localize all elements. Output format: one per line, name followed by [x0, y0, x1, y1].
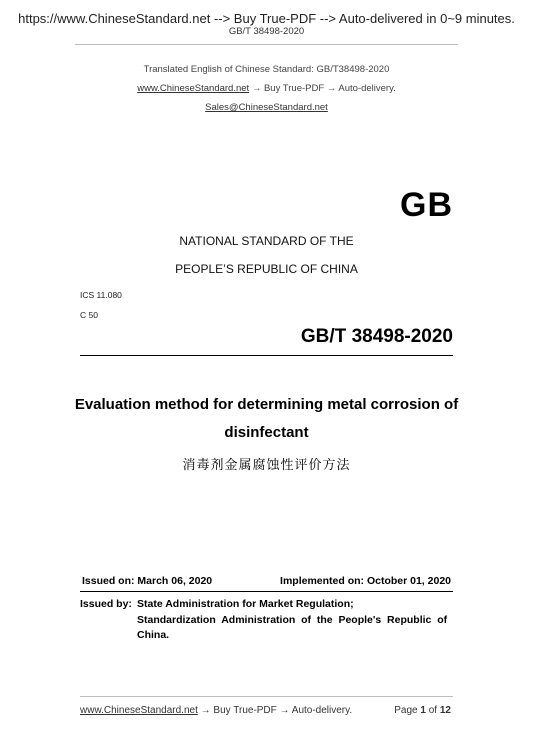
footer-site-line: [80, 705, 352, 716]
title-chinese: 消毒剂金属腐蚀性评价方法: [182, 458, 351, 473]
footer-site-link[interactable]: www.ChineseStandard.net: [80, 705, 198, 716]
dates-rule: [80, 591, 453, 592]
footer-divider: [80, 696, 453, 697]
page-total: 12: [439, 705, 451, 716]
header-divider: [75, 44, 458, 45]
page-label: Page: [394, 705, 418, 716]
standard-number: GB/T 38498-2020: [300, 326, 453, 347]
national-line-2: PEOPLE’S REPUBLIC OF CHINA: [175, 262, 358, 276]
national-line-1: NATIONAL STANDARD OF THE: [179, 234, 354, 248]
issuer-org-2-line-2: China.: [137, 629, 170, 641]
title-line-2: disinfectant: [224, 424, 309, 441]
implemented-on: Implemented on: October 01, 2020: [280, 575, 451, 587]
issued-on: Issued on: March 06, 2020: [82, 575, 213, 587]
intro-site-suffix: → Buy True-PDF → Auto-delivery.: [249, 83, 396, 94]
page-indicator: [394, 705, 451, 716]
intro-email-line: [0, 102, 533, 113]
header-doc-code: GB/T 38498-2020: [228, 26, 305, 37]
intro-site-link[interactable]: www.ChineseStandard.net: [137, 83, 250, 94]
page-of: of: [428, 705, 438, 716]
intro-site-line: [0, 83, 533, 94]
translated-note: Translated English of Chinese Standard: GB/T38498-2020: [143, 64, 390, 75]
issued-by-label: Issued by:: [80, 598, 132, 610]
page-current: 1: [420, 705, 426, 716]
footer-site-suffix: → Buy True-PDF → Auto-delivery.: [197, 705, 353, 716]
intro-email-link[interactable]: Sales@ChineseStandard.net: [205, 102, 328, 113]
title-line-1: Evaluation method for determining metal corrosion of: [74, 396, 459, 413]
ics-code: ICS 11.080: [80, 290, 122, 300]
header-banner: https://www.ChineseStandard.net --> Buy True-PDF --> Auto-delivered in 0~9 minutes.: [18, 11, 515, 26]
gb-mark: GB: [400, 186, 453, 224]
issuer-org-1: State Administration for Market Regulation;: [137, 598, 354, 610]
issuer-org-2-line-1: Standardization Administration of the People's Republic of: [137, 614, 448, 626]
ccs-code: C 50: [80, 310, 98, 320]
standard-number-rule: [80, 355, 453, 356]
